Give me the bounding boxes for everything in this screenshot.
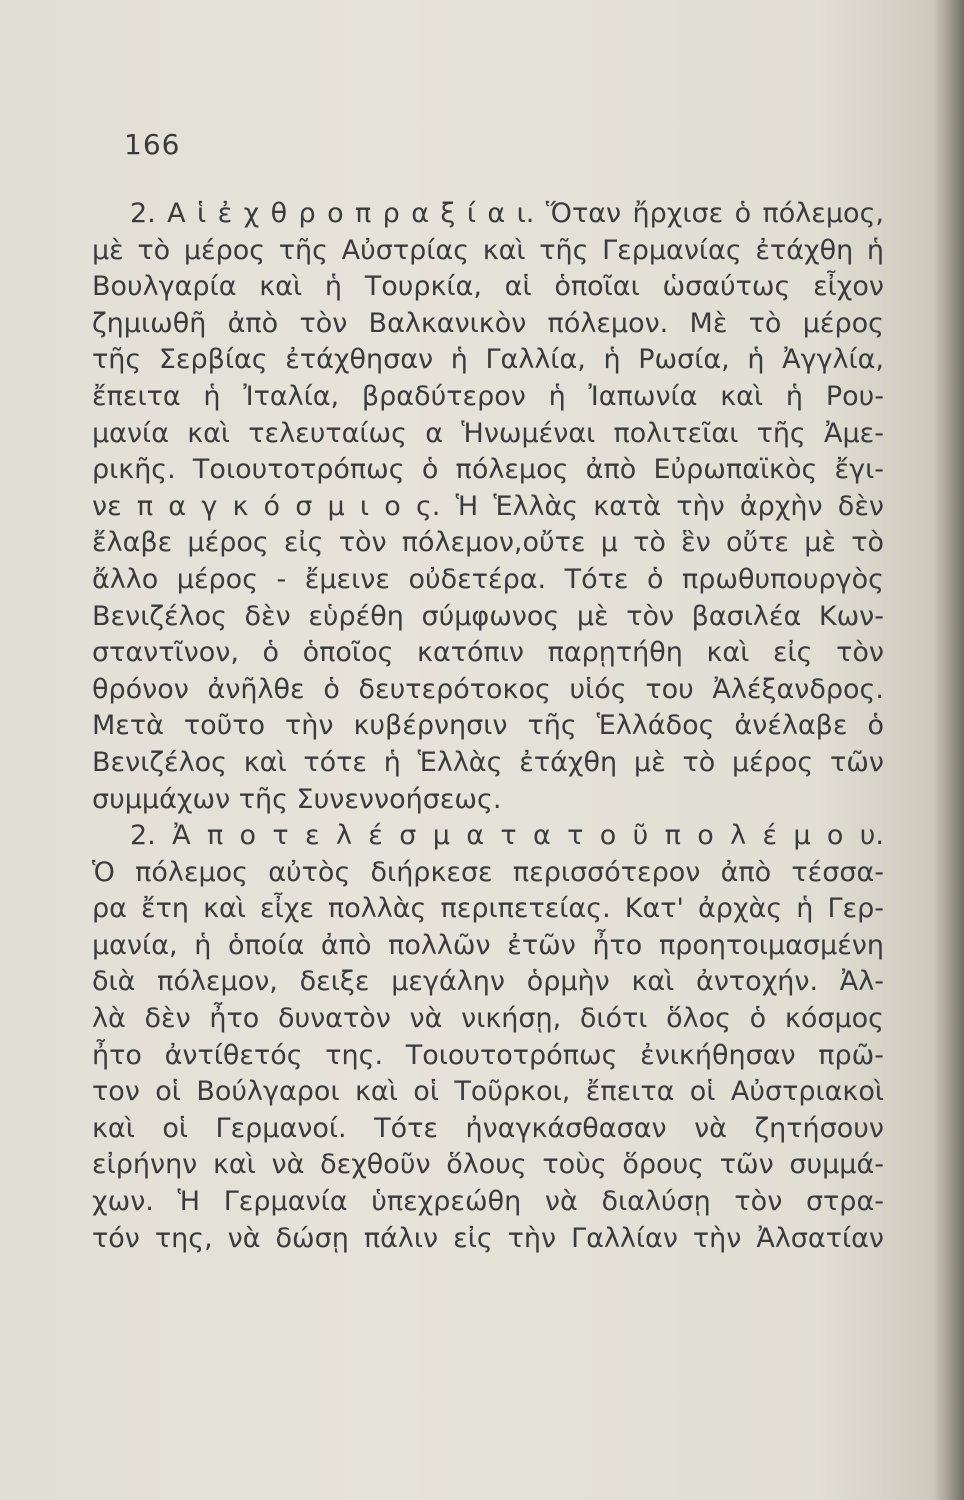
text-line: λὰ δὲν ἦτο δυνατὸν νὰ νικήσῃ, διότι ὅλος ὁ κόσμος — [92, 1003, 884, 1035]
body-text — [92, 196, 884, 1257]
text-line: Βενιζέλος δὲν εὑρέθη σύμφωνος μὲ τὸν βασιλέα Κων- — [92, 600, 884, 632]
text-line: συμμάχων τῆς Συνεννοήσεως. — [92, 783, 502, 815]
page-edge-shadow — [934, 0, 964, 1500]
text-line: Βουλγαρία καὶ ἡ Τουρκία, αἱ ὁποῖαι ὡσαύτως εἶχον — [92, 271, 884, 303]
text-line: Μετὰ τοῦτο τὴν κυβέρνησιν τῆς Ἑλλάδος ἀνέλαβε ὁ — [92, 710, 884, 742]
text-line: ἔλαβε μέρος εἰς τὸν πόλεμον,οὔτε μ τὸ ἓν οὔτε μὲ τὸ — [92, 527, 884, 559]
text-line: νε π α γ κ ό σ μ ι ο ς. Ἡ Ἑλλὰς κατὰ τὴν ἀρχὴν δὲν — [92, 490, 884, 522]
text-line: τόν της, νὰ δώσῃ πάλιν εἰς τὴν Γαλλίαν τὴν Ἀλσατίαν — [92, 1222, 884, 1254]
text-line: καὶ οἱ Γερμανοί. Τότε ἠναγκάσθασαν νὰ ζητήσουν — [92, 1112, 884, 1144]
text-line: ζημιωθῆ ἀπὸ τὸν Βαλκανικὸν πόλεμον. Μὲ τὸ μέρος — [92, 307, 884, 339]
text-line: Ὁ πόλεμος αὐτὸς διήρκεσε περισσότερον ἀπὸ τέσσα- — [92, 856, 884, 888]
page-number: 166 — [124, 128, 181, 161]
text-line: θρόνον ἀνῆλθε ὁ δευτερότοκος υἱός του Ἀλέξανδρος. — [92, 673, 884, 705]
text-line: ἄλλο μέρος - ἔμεινε οὐδετέρα. Τότε ὁ πρωθυπουργὸς — [92, 563, 884, 595]
text-line: τῆς Σερβίας ἐτάχθησαν ἡ Γαλλία, ἡ Ρωσία, ἡ Ἀγγλία, — [92, 344, 884, 376]
text-line: διὰ πόλεμον, δειξε μεγάλην ὁρμὴν καὶ ἀντοχήν. Ἀλ- — [92, 966, 884, 998]
text-line: εἰρήνην καὶ νὰ δεχθοῦν ὅλους τοὺς ὅρους τῶν συμμά- — [92, 1149, 884, 1181]
text-line: ἦτο ἀντίθετός της. Τοιουτοτρόπως ἐνικήθησαν πρῶ- — [92, 1039, 884, 1071]
section-heading: 2. Ἀ π ο τ ε λ έ σ μ α τ α τ ο ῦ π ο λ έ μ ο υ. — [130, 820, 884, 852]
text-line: τον οἱ Βούλγαροι καὶ οἱ Τοῦρκοι, ἔπειτα οἱ Αὐστριακοὶ — [92, 1076, 884, 1108]
text-line: χων. Ἡ Γερμανία ὑπεχρεώθη νὰ διαλύσῃ τὸν στρα- — [92, 1186, 884, 1218]
text-line: μὲ τὸ μέρος τῆς Αὐστρίας καὶ τῆς Γερμανίας ἐτάχθη ἡ — [92, 234, 884, 266]
text-line: ἔπειτα ἡ Ἰταλία, βραδύτερον ἡ Ἰαπωνία καὶ ἡ Ρου- — [92, 380, 884, 412]
text-line: 2. Α ἱ ἐ χ θ ρ ο π ρ α ξ ί α ι. Ὅταν ἤρχισε ὁ πόλεμος, — [130, 198, 884, 229]
text-line: Βενιζέλος καὶ τότε ἡ Ἑλλὰς ἐτάχθη μὲ τὸ μέρος τῶν — [92, 746, 884, 778]
text-line: μανία, ἡ ὁποία ἀπὸ πολλῶν ἐτῶν ἦτο προητοιμασμένη — [92, 929, 884, 961]
text-line: σταντῖνον, ὁ ὁποῖος κατόπιν παρῃτήθη καὶ εἰς τὸν — [92, 637, 884, 669]
text-line: μανία καὶ τελευταίως α Ἡνωμέναι πολιτεῖαι τῆς Ἀμε- — [92, 417, 884, 449]
text-line: ρικῆς. Τοιουτοτρόπως ὁ πόλεμος ἀπὸ Εὐρωπαϊκὸς ἔγι- — [92, 454, 884, 486]
text-line: ρα ἔτη καὶ εἶχε πολλὰς περιπετείας. Κατ' ἀρχὰς ἡ Γερ- — [92, 893, 884, 925]
